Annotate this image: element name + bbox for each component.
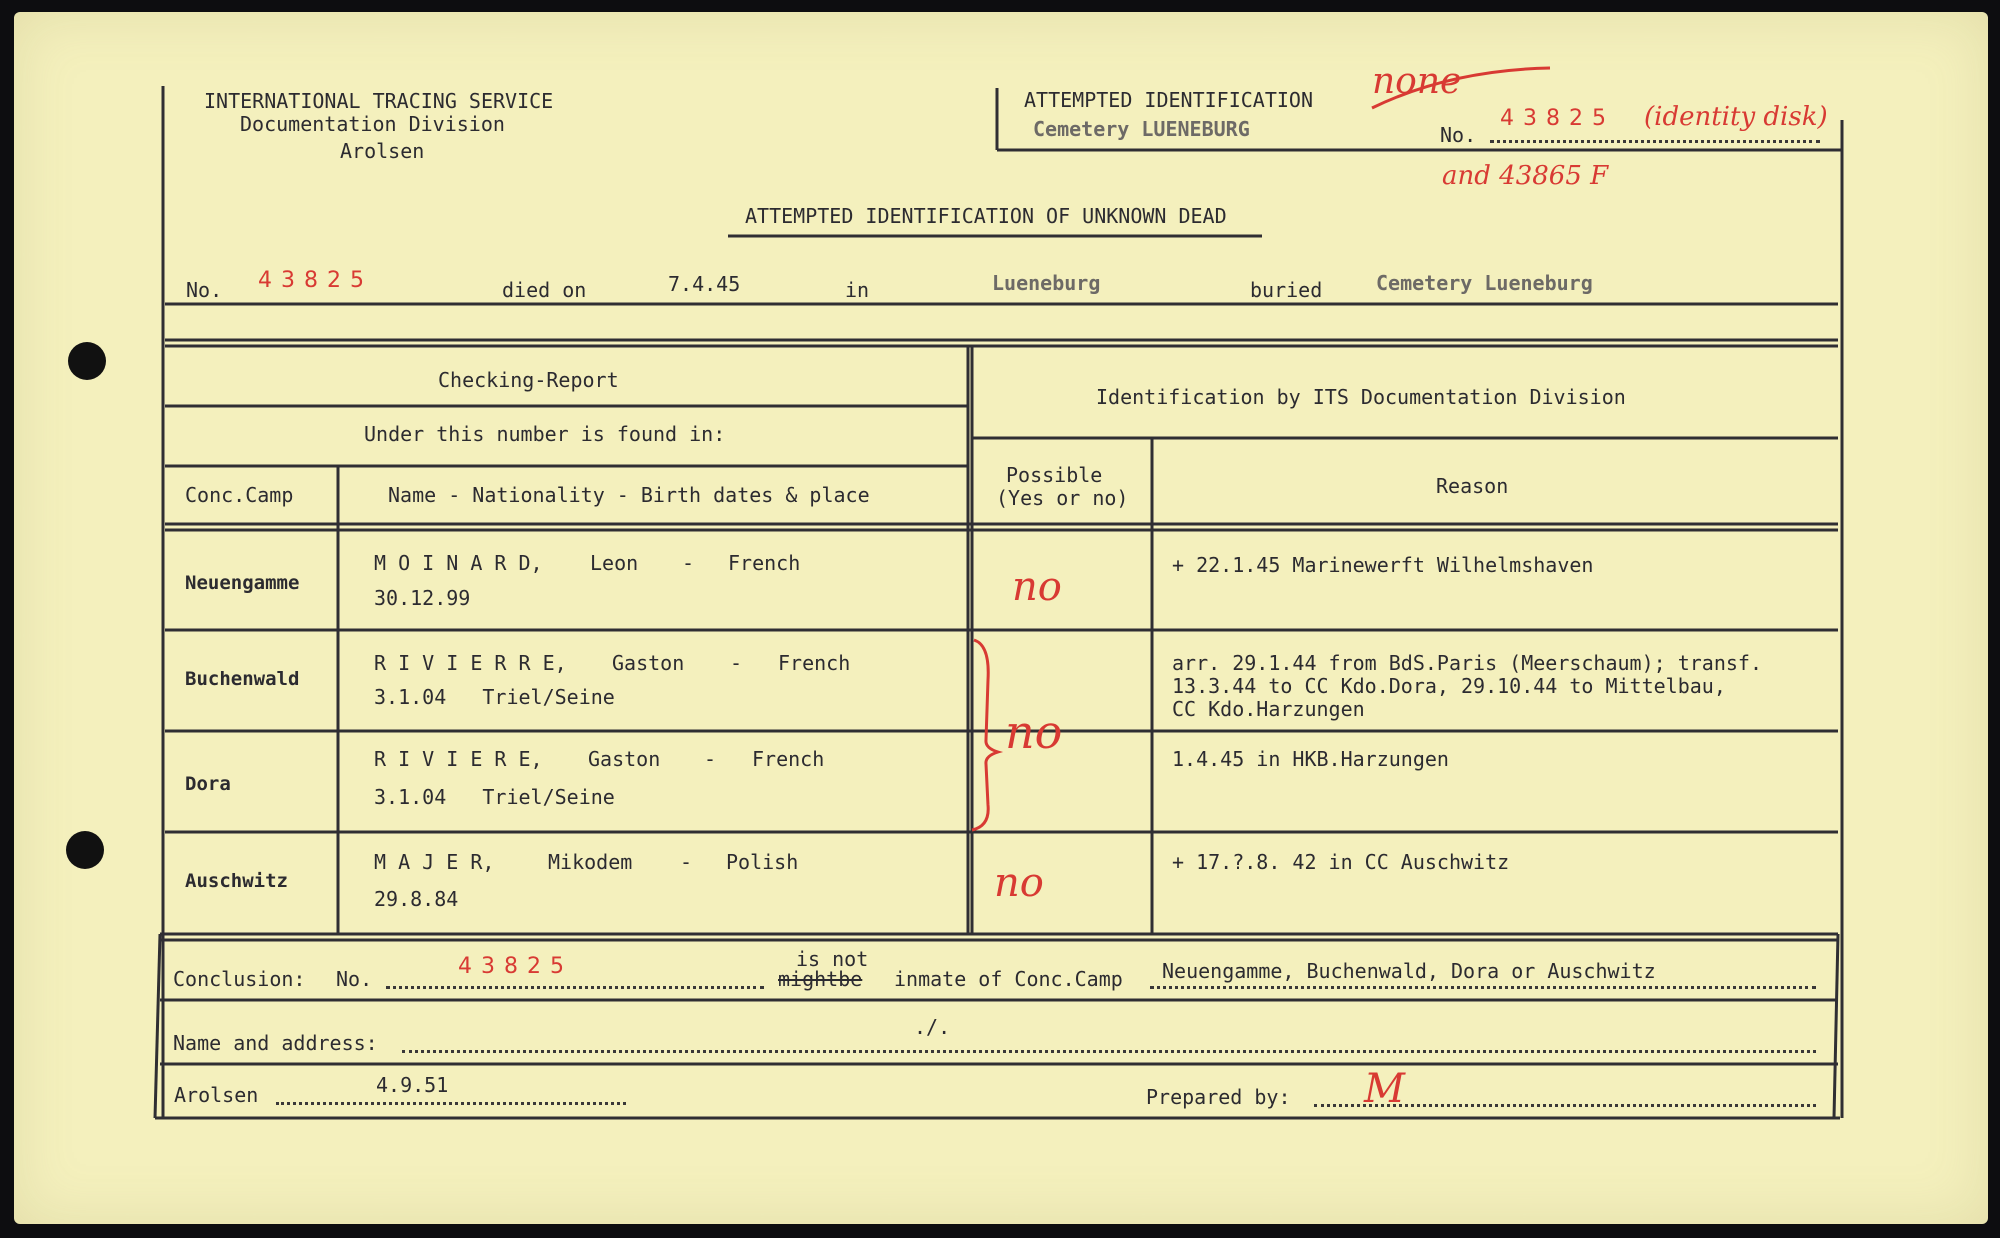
table-row-camp: Buchenwald bbox=[185, 668, 300, 690]
table-row-dash: - bbox=[730, 651, 743, 675]
conclusion-mightbe-struck: mightbe bbox=[778, 967, 863, 991]
record-no-value: 43825 bbox=[258, 268, 373, 293]
in-label: in bbox=[845, 278, 870, 302]
header-no-value: 43825 bbox=[1500, 106, 1615, 131]
buried-value: Cemetery Lueneburg bbox=[1376, 271, 1593, 295]
conclusion-camps: Neuengamme, Buchenwald, Dora or Auschwitz bbox=[1162, 959, 1656, 983]
table-row-firstname: Gaston bbox=[612, 651, 685, 675]
conclusion-is-not: is not bbox=[796, 947, 869, 971]
conclusion-label: Conclusion: bbox=[173, 967, 306, 991]
org-division: Documentation Division bbox=[240, 112, 505, 136]
record-no-label: No. bbox=[186, 278, 223, 302]
col-header-possible-hint: (Yes or no) bbox=[996, 486, 1129, 510]
col-header-reason: Reason bbox=[1436, 474, 1509, 498]
table-row-reason: CC Kdo.Harzungen bbox=[1172, 697, 1365, 721]
table-row-reason: + 17.?.8. 42 in CC Auschwitz bbox=[1172, 850, 1510, 874]
none-annotation: none bbox=[1372, 61, 1462, 102]
place-value: Luenеburg bbox=[992, 271, 1101, 295]
prepared-by-label: Prepared by: bbox=[1146, 1085, 1291, 1109]
table-row-birth: 3.1.04 Triel/Seine bbox=[374, 685, 615, 709]
extra-number-annotation: and 43865 F bbox=[1442, 161, 1609, 191]
table-row-camp: Neuengamme bbox=[185, 572, 300, 594]
table-row-surname: R I V I E R R E, bbox=[374, 651, 567, 675]
conclusion-no-value: 43825 bbox=[458, 954, 573, 979]
form-title: ATTEMPTED IDENTIFICATION OF UNKNOWN DEAD bbox=[745, 204, 1227, 228]
footer-date: 4.9.51 bbox=[376, 1073, 449, 1097]
name-address-dots bbox=[402, 1050, 1816, 1053]
name-address-value: ./. bbox=[914, 1015, 951, 1039]
conclusion-inmate-text: inmate of Conc.Camp bbox=[894, 967, 1123, 991]
org-location: Arolsen bbox=[340, 139, 425, 163]
table-row-dash: - bbox=[680, 850, 693, 874]
table-row-birth: 3.1.04 Triel/Seine bbox=[374, 785, 615, 809]
buried-label: buried bbox=[1250, 278, 1323, 302]
checking-report-header: Checking-Report bbox=[438, 368, 619, 392]
conclusion-no-label: No. bbox=[336, 967, 373, 991]
table-row-dash: - bbox=[682, 551, 695, 575]
conclusion-camps-dots bbox=[1150, 986, 1816, 989]
table-row-reason: 13.3.44 to CC Kdo.Dora, 29.10.44 to Mittelbau, bbox=[1172, 674, 1726, 698]
org-name: INTERNATIONAL TRACING SERVICE bbox=[204, 89, 554, 113]
possible-mark-row4: no bbox=[994, 860, 1044, 906]
col-header-camp: Conc.Camp bbox=[185, 483, 294, 507]
table-row-nationality: French bbox=[778, 651, 851, 675]
possible-mark-row1: no bbox=[1012, 564, 1062, 610]
table-row-birth: 29.8.84 bbox=[374, 887, 459, 911]
died-label: died on bbox=[502, 278, 587, 302]
table-row-nationality: French bbox=[728, 551, 801, 575]
col-header-possible: Possible bbox=[1006, 463, 1103, 487]
footer-date-dots bbox=[276, 1102, 626, 1105]
table-row-dash: - bbox=[704, 747, 717, 771]
table-row-camp: Dora bbox=[185, 773, 231, 795]
table-row-surname: M A J E R, bbox=[374, 850, 495, 874]
conclusion-no-dots bbox=[386, 986, 764, 989]
table-row-firstname: Gaston bbox=[588, 747, 661, 771]
table-row-reason: arr. 29.1.44 from BdS.Paris (Meerschaum); transf. bbox=[1172, 651, 1763, 675]
table-row-surname: R I V I E R E, bbox=[374, 747, 543, 771]
table-row-birth: 30.12.99 bbox=[374, 586, 471, 610]
table-row-firstname: Mikodem bbox=[548, 850, 633, 874]
table-row-surname: M O I N A R D, bbox=[374, 551, 543, 575]
identification-header: Identification by ITS Documentation Division bbox=[1096, 385, 1626, 409]
header-no-label: No. bbox=[1440, 123, 1477, 147]
table-row-nationality: French bbox=[752, 747, 825, 771]
identity-disk-note: (identity disk) bbox=[1644, 102, 1828, 132]
table-row-camp: Auschwitz bbox=[185, 870, 288, 892]
header-no-dots bbox=[1490, 140, 1820, 143]
table-row-reason: + 22.1.45 Marinewerft Wilhelmshaven bbox=[1172, 553, 1594, 577]
prepared-by-initial: M bbox=[1364, 1066, 1405, 1112]
found-in-header: Under this number is found in: bbox=[364, 422, 726, 446]
died-value: 7.4.45 bbox=[668, 272, 741, 296]
box-title: ATTEMPTED IDENTIFICATION bbox=[1024, 88, 1313, 112]
table-row-reason: 1.4.45 in HKB.Harzungen bbox=[1172, 747, 1449, 771]
col-header-name: Name - Nationality - Birth dates & place bbox=[388, 483, 870, 507]
table-row-firstname: Leon bbox=[590, 551, 639, 575]
possible-mark-rows2-3: no bbox=[1005, 705, 1063, 759]
table-row-nationality: Polish bbox=[726, 850, 799, 874]
name-address-label: Name and address: bbox=[173, 1031, 378, 1055]
box-subtitle: Cemetery LUENEBURG bbox=[1033, 117, 1250, 141]
footer-place: Arolsen bbox=[174, 1083, 259, 1107]
